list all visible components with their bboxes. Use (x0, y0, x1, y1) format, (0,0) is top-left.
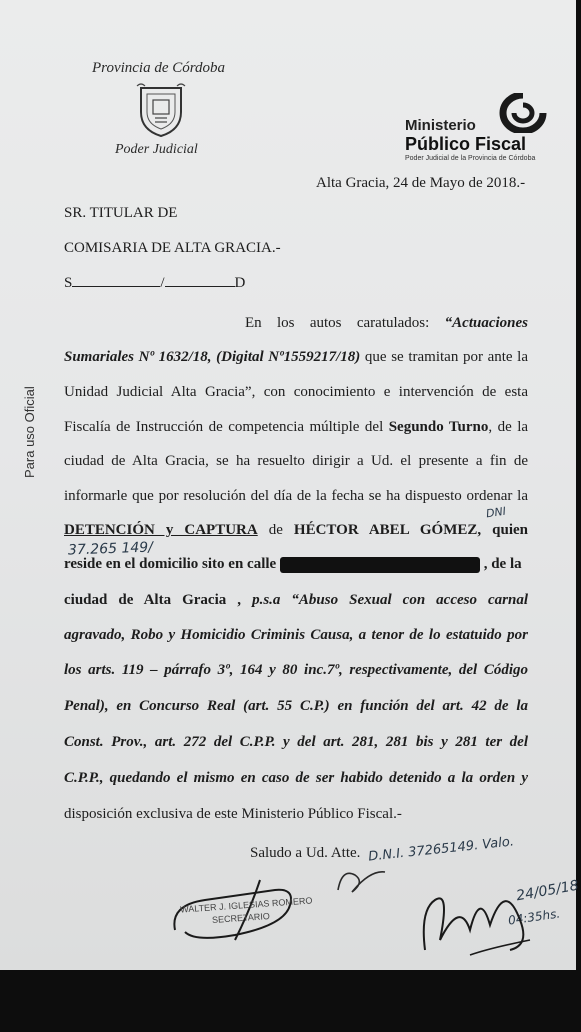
judicial-branch-label: Poder Judicial (115, 142, 198, 157)
body-line-13: Const. Prov., art. 272 del C.P.P. y del art. 281, 281 bis y 281 ter del (64, 734, 528, 750)
officer-signature (410, 870, 550, 960)
body-line-11: los arts. 119 – párrafo 3º, 164 y 80 inc.7º, respectivamente, del Código (64, 662, 528, 678)
handwritten-receipt-note: D.N.I. 37265149. Valo. (367, 834, 515, 865)
body-text: , de la (483, 556, 522, 572)
mpf-title-line2: Público Fiscal (405, 134, 527, 154)
recipient-line1: SR. TITULAR DE (64, 205, 178, 221)
handwritten-time: 04:35hs. (507, 906, 561, 928)
initials-signature (330, 860, 400, 900)
closing-line: Saludo a Ud. Atte. (250, 845, 361, 861)
recipient-line2: COMISARIA DE ALTA GRACIA.- (64, 240, 281, 256)
body-line-8 (64, 556, 528, 573)
body-text: Fiscalía de Instrucción de competencia múltiple del (64, 419, 384, 435)
body-text: C.P.P., quedando el mismo en caso de ser habido detenido a la orden y (64, 770, 528, 786)
body-line-4 (64, 419, 528, 436)
handwritten-top-note: DNI (485, 504, 507, 521)
body-line-14 (64, 770, 528, 787)
handwritten-dni: 37.265 149/ (67, 539, 154, 559)
body-line-5: ciudad de Alta Gracia, se ha resuelto dirigir a Ud. el presente a fin de (64, 453, 528, 469)
redacted-address (280, 557, 480, 573)
body-line-15: disposición exclusiva de este Ministerio Público Fiscal.- (64, 806, 402, 822)
body-line-6: informarle que por resolución del día de la fecha se ha dispuesto ordenar la (64, 488, 528, 504)
sd-s: S (64, 275, 73, 291)
order-type: DETENCIÓN y CAPTURA (64, 522, 258, 538)
city-text: ciudad de Alta Gracia (64, 592, 227, 608)
address-text: reside en el domicilio sito en calle (64, 556, 277, 572)
date-line: Alta Gracia, 24 de Mayo de 2018.- (316, 175, 526, 191)
body-line-2 (64, 349, 528, 366)
salutation-sd (64, 275, 245, 292)
stamp-title: SECRETARIO (211, 910, 271, 926)
province-heading: Provincia de Córdoba (92, 60, 226, 76)
charge-text: p.s.a “Abuso Sexual con acceso carnal (252, 592, 529, 608)
mpf-title-line1: Ministerio (405, 117, 476, 134)
handwritten-date: 24/05/18 (515, 877, 580, 905)
body-line-9 (64, 592, 528, 609)
body-text: , (237, 592, 242, 608)
body-text: , de la (488, 419, 529, 435)
mpf-logo-icon (497, 93, 549, 133)
body-line-7 (64, 522, 528, 539)
body-line-3: Unidad Judicial Alta Gracia”, con conocimiento e intervención de esta (64, 384, 528, 400)
sd-sep: / (160, 275, 165, 291)
body-text: que se tramitan por ante la (364, 349, 529, 365)
body-text-emph: “Actuaciones (444, 315, 529, 331)
body-line-12: Penal), en Concurso Real (art. 55 C.P.) en función del art. 42 de la (64, 698, 528, 714)
mpf-logo-block (405, 95, 565, 165)
shift-name: Segundo Turno (388, 419, 489, 435)
subject-name: HÉCTOR ABEL GÓMEZ, quien (293, 522, 528, 538)
body-line-10: agravado, Robo y Homicidio Criminis Causa, a tenor de lo estatuido por (64, 627, 528, 643)
body-line-1 (245, 315, 528, 332)
body-text: En los autos caratulados: (245, 315, 430, 331)
body-text: de (268, 522, 283, 538)
sd-d: D (234, 275, 246, 291)
stamp-name: WALTER J. IGLESIAS ROMERO (179, 895, 313, 915)
case-number: Sumariales Nº 1632/18, (Digital Nº1559217/18) (64, 349, 361, 365)
mpf-subtitle: Poder Judicial de la Provincia de Córdoba (405, 155, 536, 162)
official-use-label: Para uso Oficial (22, 386, 37, 478)
coat-of-arms-icon (135, 82, 187, 138)
